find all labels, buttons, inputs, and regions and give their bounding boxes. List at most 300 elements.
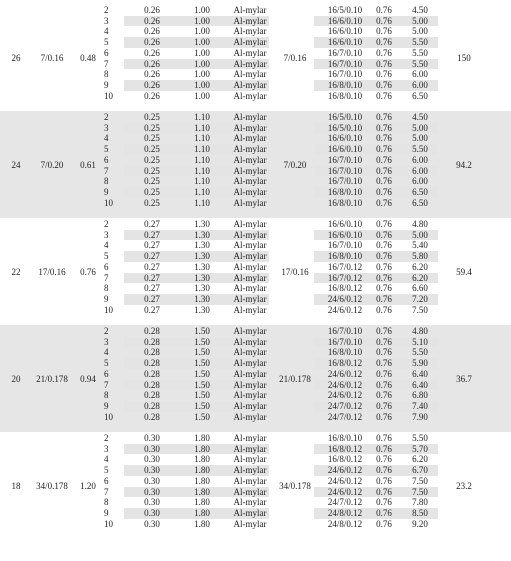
drain-wire: 16/7/0.10 <box>327 69 363 80</box>
table-row <box>0 401 511 412</box>
shield-material: Al-mylar <box>233 251 267 262</box>
table-row <box>0 26 511 37</box>
overall-diameter: 5.00 <box>412 122 428 133</box>
overall-diameter: 5.50 <box>412 58 428 69</box>
insulation-thickness: 0.27 <box>144 219 160 229</box>
drain-conductor: 21/0.178 <box>279 373 311 384</box>
shield-material: Al-mylar <box>233 443 267 454</box>
overall-diameter: 5.80 <box>412 251 428 262</box>
overall-diameter: 6.70 <box>412 465 428 476</box>
drain-wire: 24/6/0.12 <box>327 475 363 486</box>
table-row <box>0 69 511 80</box>
jacket-thickness: 0.76 <box>376 229 392 240</box>
pair-count: 3 <box>104 443 109 454</box>
jacket-thickness: 0.76 <box>376 497 392 508</box>
shield-material: Al-mylar <box>233 454 267 465</box>
table-row <box>0 48 511 59</box>
drain-conductor: 7/0.20 <box>283 159 307 170</box>
shield-material: Al-mylar <box>233 47 267 58</box>
pair-count: 4 <box>104 347 109 358</box>
pair-count: 8 <box>104 390 109 401</box>
pair-count: 8 <box>104 176 109 187</box>
jacket-thickness: 0.76 <box>376 304 392 315</box>
jacket-thickness: 0.76 <box>376 69 392 80</box>
overall-diameter: 7.80 <box>412 497 428 508</box>
insulation-diameter: 1.00 <box>194 26 210 37</box>
table-row <box>0 444 511 455</box>
jacket-thickness: 0.76 <box>376 454 392 465</box>
jacket-thickness: 0.76 <box>376 26 392 37</box>
insulation-thickness: 0.27 <box>144 229 160 240</box>
overall-diameter: 8.50 <box>412 507 428 518</box>
insulation-diameter: 1.30 <box>194 304 210 315</box>
pair-count: 10 <box>104 197 113 208</box>
drain-wire: 16/8/0.10 <box>327 197 363 208</box>
drain-wire: 16/5/0.10 <box>327 112 363 122</box>
insulation-diameter: 1.80 <box>194 443 210 454</box>
jacket-thickness: 0.76 <box>376 47 392 58</box>
jacket-thickness: 0.76 <box>376 379 392 390</box>
table-row <box>0 37 511 48</box>
insulation-thickness: 0.28 <box>144 368 160 379</box>
overall-diameter: 4.80 <box>412 326 428 336</box>
drain-wire: 16/6/0.10 <box>327 229 363 240</box>
table-row <box>0 497 511 508</box>
shield-material: Al-mylar <box>233 58 267 69</box>
table-row <box>0 166 511 177</box>
insulation-diameter: 1.30 <box>194 251 210 262</box>
pair-count: 2 <box>104 326 109 336</box>
jacket-thickness: 0.76 <box>376 465 392 476</box>
awg-size: 24 <box>11 159 21 170</box>
shield-material: Al-mylar <box>233 283 267 294</box>
insulation-thickness: 0.25 <box>144 133 160 144</box>
drain-wire: 24/8/0.12 <box>327 507 363 518</box>
shield-material: Al-mylar <box>233 518 267 529</box>
table-row <box>0 337 511 348</box>
pair-count: 9 <box>104 293 109 304</box>
overall-diameter: 6.00 <box>412 79 428 90</box>
overall-diameter: 5.50 <box>412 433 428 443</box>
conductor-diameter: 0.61 <box>80 159 96 170</box>
insulation-thickness: 0.27 <box>144 304 160 315</box>
shield-material: Al-mylar <box>233 122 267 133</box>
insulation-diameter: 1.00 <box>194 58 210 69</box>
jacket-thickness: 0.76 <box>376 518 392 529</box>
drain-wire: 16/7/0.10 <box>327 240 363 251</box>
table-row <box>0 412 511 423</box>
pair-count: 6 <box>104 261 109 272</box>
insulation-diameter: 1.00 <box>194 37 210 48</box>
conductor-resistance: 94.2 <box>456 159 472 170</box>
shield-material: Al-mylar <box>233 165 267 176</box>
insulation-thickness: 0.28 <box>144 336 160 347</box>
insulation-diameter: 1.30 <box>194 240 210 251</box>
jacket-thickness: 0.76 <box>376 122 392 133</box>
jacket-thickness: 0.76 <box>376 165 392 176</box>
drain-wire: 24/6/0.12 <box>327 379 363 390</box>
insulation-thickness: 0.26 <box>144 26 160 37</box>
table-row <box>0 219 511 230</box>
insulation-thickness: 0.25 <box>144 144 160 155</box>
drain-wire: 16/8/0.10 <box>327 251 363 262</box>
strand-construction: 34/0.178 <box>36 480 68 491</box>
drain-wire: 16/8/0.10 <box>327 347 363 358</box>
conductor-resistance: 23.2 <box>456 480 472 491</box>
pair-count: 3 <box>104 122 109 133</box>
overall-diameter: 6.50 <box>412 186 428 197</box>
insulation-thickness: 0.25 <box>144 112 160 122</box>
drain-wire: 16/8/0.10 <box>327 90 363 101</box>
insulation-diameter: 1.00 <box>194 5 210 15</box>
jacket-thickness: 0.76 <box>376 507 392 518</box>
drain-wire: 16/5/0.10 <box>327 5 363 15</box>
shield-material: Al-mylar <box>233 304 267 315</box>
insulation-diameter: 1.80 <box>194 465 210 476</box>
insulation-diameter: 1.10 <box>194 165 210 176</box>
drain-wire: 24/6/0.12 <box>327 465 363 476</box>
shield-material: Al-mylar <box>233 358 267 369</box>
overall-diameter: 4.80 <box>412 219 428 229</box>
pair-count: 9 <box>104 507 109 518</box>
overall-diameter: 7.90 <box>412 411 428 422</box>
pair-count: 8 <box>104 69 109 80</box>
insulation-diameter: 1.30 <box>194 283 210 294</box>
strand-construction: 7/0.20 <box>40 159 64 170</box>
drain-conductor: 7/0.16 <box>283 52 307 63</box>
table-row <box>0 251 511 262</box>
awg-group <box>0 432 511 539</box>
awg-size: 26 <box>11 52 21 63</box>
insulation-thickness: 0.26 <box>144 37 160 48</box>
overall-diameter: 6.00 <box>412 165 428 176</box>
pair-count: 10 <box>104 411 113 422</box>
pair-count: 10 <box>104 518 113 529</box>
shield-material: Al-mylar <box>233 465 267 476</box>
pair-count: 2 <box>104 433 109 443</box>
pair-count: 5 <box>104 251 109 262</box>
insulation-diameter: 1.80 <box>194 454 210 465</box>
table-row <box>0 476 511 487</box>
insulation-diameter: 1.10 <box>194 154 210 165</box>
table-row <box>0 380 511 391</box>
shield-material: Al-mylar <box>233 507 267 518</box>
drain-wire: 24/6/0.12 <box>327 368 363 379</box>
pair-count: 7 <box>104 379 109 390</box>
shield-material: Al-mylar <box>233 112 267 122</box>
table-row <box>0 123 511 134</box>
strand-construction: 7/0.16 <box>40 52 64 63</box>
insulation-thickness: 0.28 <box>144 400 160 411</box>
shield-material: Al-mylar <box>233 336 267 347</box>
shield-material: Al-mylar <box>233 197 267 208</box>
overall-diameter: 6.60 <box>412 283 428 294</box>
pair-count: 7 <box>104 165 109 176</box>
pair-count: 5 <box>104 358 109 369</box>
jacket-thickness: 0.76 <box>376 486 392 497</box>
shield-material: Al-mylar <box>233 347 267 358</box>
jacket-thickness: 0.76 <box>376 112 392 122</box>
overall-diameter: 7.50 <box>412 486 428 497</box>
drain-wire: 16/7/0.10 <box>327 47 363 58</box>
jacket-thickness: 0.76 <box>376 283 392 294</box>
table-row <box>0 283 511 294</box>
insulation-thickness: 0.30 <box>144 507 160 518</box>
awg-group <box>0 111 511 218</box>
pair-count: 7 <box>104 58 109 69</box>
overall-diameter: 9.20 <box>412 518 428 529</box>
insulation-diameter: 1.80 <box>194 497 210 508</box>
table-row <box>0 59 511 70</box>
insulation-diameter: 1.30 <box>194 229 210 240</box>
drain-wire: 16/7/0.10 <box>327 154 363 165</box>
drain-wire: 24/6/0.12 <box>327 304 363 315</box>
pair-count: 2 <box>104 219 109 229</box>
drain-wire: 16/7/0.12 <box>327 272 363 283</box>
insulation-diameter: 1.50 <box>194 347 210 358</box>
insulation-thickness: 0.26 <box>144 69 160 80</box>
pair-count: 8 <box>104 283 109 294</box>
drain-wire: 16/8/0.10 <box>327 433 363 443</box>
insulation-thickness: 0.26 <box>144 90 160 101</box>
overall-diameter: 5.00 <box>412 15 428 26</box>
insulation-thickness: 0.30 <box>144 497 160 508</box>
pair-count: 2 <box>104 5 109 15</box>
insulation-thickness: 0.26 <box>144 15 160 26</box>
pair-count: 2 <box>104 112 109 122</box>
overall-diameter: 6.20 <box>412 261 428 272</box>
jacket-thickness: 0.76 <box>376 90 392 101</box>
shield-material: Al-mylar <box>233 90 267 101</box>
insulation-thickness: 0.26 <box>144 58 160 69</box>
insulation-thickness: 0.27 <box>144 240 160 251</box>
pair-count: 6 <box>104 475 109 486</box>
overall-diameter: 5.50 <box>412 347 428 358</box>
shield-material: Al-mylar <box>233 486 267 497</box>
pair-count: 7 <box>104 486 109 497</box>
awg-size: 18 <box>11 480 21 491</box>
strand-construction: 17/0.16 <box>38 266 66 277</box>
conductor-resistance: 36.7 <box>456 373 472 384</box>
drain-wire: 16/8/0.10 <box>327 79 363 90</box>
pair-count: 6 <box>104 154 109 165</box>
drain-wire: 16/7/0.10 <box>327 176 363 187</box>
shield-material: Al-mylar <box>233 37 267 48</box>
drain-wire: 16/7/0.12 <box>327 261 363 272</box>
drain-wire: 16/6/0.10 <box>327 15 363 26</box>
jacket-thickness: 0.76 <box>376 347 392 358</box>
pair-count: 6 <box>104 47 109 58</box>
pair-count: 5 <box>104 465 109 476</box>
insulation-thickness: 0.26 <box>144 5 160 15</box>
overall-diameter: 4.50 <box>412 112 428 122</box>
insulation-diameter: 1.00 <box>194 90 210 101</box>
conductor-diameter: 0.94 <box>80 373 96 384</box>
insulation-thickness: 0.28 <box>144 379 160 390</box>
conductor-resistance: 150 <box>457 52 471 63</box>
insulation-thickness: 0.30 <box>144 433 160 443</box>
table-row <box>0 454 511 465</box>
drain-conductor: 34/0.178 <box>279 480 311 491</box>
drain-wire: 16/6/0.10 <box>327 219 363 229</box>
insulation-diameter: 1.10 <box>194 144 210 155</box>
awg-size: 20 <box>11 373 21 384</box>
drain-wire: 16/7/0.10 <box>327 165 363 176</box>
shield-material: Al-mylar <box>233 475 267 486</box>
overall-diameter: 5.40 <box>412 240 428 251</box>
overall-diameter: 6.00 <box>412 69 428 80</box>
table-row <box>0 487 511 498</box>
insulation-thickness: 0.25 <box>144 176 160 187</box>
overall-diameter: 7.20 <box>412 293 428 304</box>
table-row <box>0 133 511 144</box>
overall-diameter: 6.40 <box>412 379 428 390</box>
pair-count: 3 <box>104 229 109 240</box>
shield-material: Al-mylar <box>233 411 267 422</box>
overall-diameter: 7.50 <box>412 304 428 315</box>
insulation-thickness: 0.30 <box>144 443 160 454</box>
table-row <box>0 112 511 123</box>
shield-material: Al-mylar <box>233 326 267 336</box>
jacket-thickness: 0.76 <box>376 261 392 272</box>
jacket-thickness: 0.76 <box>376 411 392 422</box>
insulation-diameter: 1.50 <box>194 390 210 401</box>
drain-wire: 16/8/0.12 <box>327 283 363 294</box>
insulation-thickness: 0.26 <box>144 79 160 90</box>
insulation-diameter: 1.30 <box>194 261 210 272</box>
insulation-thickness: 0.30 <box>144 475 160 486</box>
shield-material: Al-mylar <box>233 379 267 390</box>
pair-count: 4 <box>104 133 109 144</box>
shield-material: Al-mylar <box>233 219 267 229</box>
jacket-thickness: 0.76 <box>376 368 392 379</box>
shield-material: Al-mylar <box>233 69 267 80</box>
table-row <box>0 305 511 316</box>
jacket-thickness: 0.76 <box>376 58 392 69</box>
table-row <box>0 262 511 273</box>
insulation-thickness: 0.25 <box>144 154 160 165</box>
insulation-thickness: 0.25 <box>144 165 160 176</box>
jacket-thickness: 0.76 <box>376 37 392 48</box>
table-row <box>0 155 511 166</box>
jacket-thickness: 0.76 <box>376 219 392 229</box>
table-row <box>0 187 511 198</box>
drain-wire: 24/7/0.12 <box>327 400 363 411</box>
insulation-thickness: 0.28 <box>144 411 160 422</box>
awg-group <box>0 4 511 111</box>
drain-wire: 16/6/0.10 <box>327 26 363 37</box>
overall-diameter: 6.20 <box>412 272 428 283</box>
insulation-diameter: 1.00 <box>194 15 210 26</box>
awg-group <box>0 325 511 432</box>
jacket-thickness: 0.76 <box>376 144 392 155</box>
insulation-diameter: 1.50 <box>194 400 210 411</box>
shield-material: Al-mylar <box>233 229 267 240</box>
table-row <box>0 326 511 337</box>
overall-diameter: 7.50 <box>412 475 428 486</box>
table-row <box>0 91 511 102</box>
overall-diameter: 6.00 <box>412 176 428 187</box>
table-row <box>0 230 511 241</box>
table-row <box>0 390 511 401</box>
insulation-thickness: 0.27 <box>144 261 160 272</box>
jacket-thickness: 0.76 <box>376 176 392 187</box>
overall-diameter: 5.00 <box>412 229 428 240</box>
pair-count: 9 <box>104 186 109 197</box>
shield-material: Al-mylar <box>233 433 267 443</box>
overall-diameter: 4.50 <box>412 5 428 15</box>
jacket-thickness: 0.76 <box>376 390 392 401</box>
insulation-diameter: 1.00 <box>194 69 210 80</box>
strand-construction: 21/0.178 <box>36 373 68 384</box>
drain-wire: 16/6/0.10 <box>327 133 363 144</box>
pair-count: 4 <box>104 240 109 251</box>
overall-diameter: 5.10 <box>412 336 428 347</box>
pair-count: 5 <box>104 144 109 155</box>
jacket-thickness: 0.76 <box>376 293 392 304</box>
overall-diameter: 6.00 <box>412 154 428 165</box>
jacket-thickness: 0.76 <box>376 358 392 369</box>
insulation-diameter: 1.80 <box>194 507 210 518</box>
shield-material: Al-mylar <box>233 390 267 401</box>
overall-diameter: 6.40 <box>412 368 428 379</box>
drain-wire: 16/5/0.10 <box>327 122 363 133</box>
shield-material: Al-mylar <box>233 400 267 411</box>
shield-material: Al-mylar <box>233 15 267 26</box>
jacket-thickness: 0.76 <box>376 475 392 486</box>
overall-diameter: 7.40 <box>412 400 428 411</box>
insulation-diameter: 1.80 <box>194 518 210 529</box>
insulation-thickness: 0.28 <box>144 390 160 401</box>
table-row <box>0 508 511 519</box>
insulation-thickness: 0.30 <box>144 454 160 465</box>
table-row <box>0 347 511 358</box>
overall-diameter: 5.90 <box>412 358 428 369</box>
insulation-thickness: 0.30 <box>144 518 160 529</box>
shield-material: Al-mylar <box>233 272 267 283</box>
jacket-thickness: 0.76 <box>376 79 392 90</box>
overall-diameter: 5.50 <box>412 47 428 58</box>
shield-material: Al-mylar <box>233 79 267 90</box>
jacket-thickness: 0.76 <box>376 336 392 347</box>
drain-wire: 24/8/0.12 <box>327 518 363 529</box>
jacket-thickness: 0.76 <box>376 5 392 15</box>
insulation-thickness: 0.28 <box>144 358 160 369</box>
insulation-thickness: 0.26 <box>144 47 160 58</box>
insulation-diameter: 1.50 <box>194 379 210 390</box>
pair-count: 6 <box>104 368 109 379</box>
shield-material: Al-mylar <box>233 26 267 37</box>
overall-diameter: 6.50 <box>412 90 428 101</box>
conductor-diameter: 0.48 <box>80 52 96 63</box>
shield-material: Al-mylar <box>233 240 267 251</box>
insulation-diameter: 1.10 <box>194 112 210 122</box>
insulation-thickness: 0.27 <box>144 293 160 304</box>
jacket-thickness: 0.76 <box>376 186 392 197</box>
drain-wire: 24/6/0.12 <box>327 390 363 401</box>
table-row <box>0 519 511 530</box>
shield-material: Al-mylar <box>233 133 267 144</box>
insulation-diameter: 1.50 <box>194 336 210 347</box>
drain-wire: 16/7/0.10 <box>327 336 363 347</box>
jacket-thickness: 0.76 <box>376 154 392 165</box>
overall-diameter: 6.80 <box>412 390 428 401</box>
drain-wire: 16/6/0.10 <box>327 37 363 48</box>
drain-wire: 16/7/0.10 <box>327 58 363 69</box>
insulation-thickness: 0.25 <box>144 186 160 197</box>
pair-count: 4 <box>104 26 109 37</box>
pair-count: 9 <box>104 79 109 90</box>
